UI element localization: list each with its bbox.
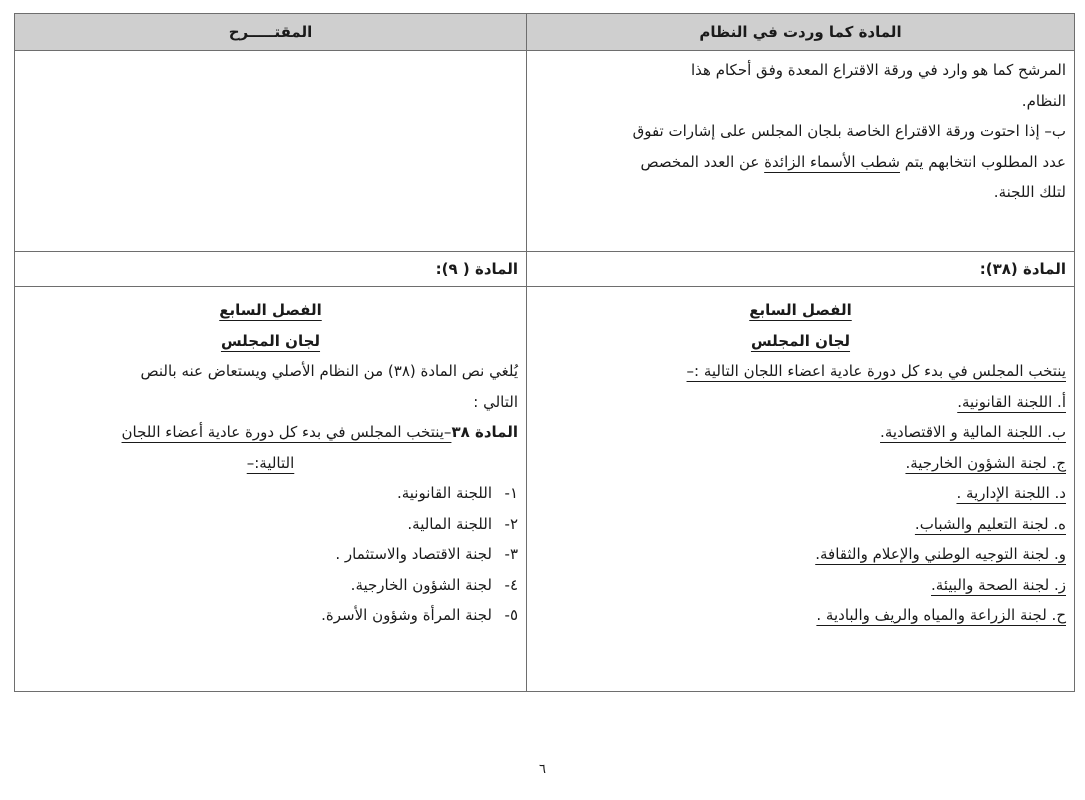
committee-name: ز. لجنة الصحة والبيئة.: [931, 575, 1066, 594]
new-article-line: [23, 448, 518, 479]
committee-item: [535, 509, 1066, 540]
committee-name: اللجنة المالية.: [407, 514, 492, 533]
new-article-text: التالية:–: [246, 453, 295, 472]
table-row: [15, 51, 1075, 252]
committee-item: [535, 539, 1066, 570]
committee-name: ج. لجنة الشؤون الخارجية.: [905, 453, 1066, 472]
committee-item: [535, 570, 1066, 601]
committee-item: [23, 478, 518, 509]
item-number: ٤-: [504, 575, 518, 594]
text-line: المرشح كما هو وارد في ورقة الاقتراع المعدة وفق أحكام هذا: [690, 61, 1066, 79]
committee-name: د. اللجنة الإدارية .: [956, 484, 1066, 502]
text-line: لتلك اللجنة.: [993, 183, 1066, 201]
chapter-title: لجان المجلس: [220, 331, 321, 350]
original-cell-continuation: [527, 51, 1075, 252]
committee-item: [23, 570, 518, 601]
intro-line: [535, 356, 1066, 387]
committee-name: ب. اللجنة المالية و الاقتصادية.: [880, 423, 1066, 441]
item-number: ٢-: [504, 514, 518, 533]
proposed-cell-empty: [15, 51, 527, 252]
page-number: ٦: [539, 762, 546, 777]
repeal-text: التالي :: [473, 392, 518, 411]
committee-item: [535, 417, 1066, 448]
committee-name: ه. لجنة التعليم والشباب.: [914, 514, 1066, 533]
chapter-heading: الفصل السابع: [749, 301, 852, 319]
text-line: النظام.: [1021, 91, 1066, 110]
committee-name: لجنة الشؤون الخارجية.: [350, 575, 492, 594]
header-row: [15, 14, 1075, 51]
original-article-body: [527, 287, 1075, 692]
new-article-line: [23, 417, 518, 448]
proposed-article-body: [15, 287, 527, 692]
text-line: ب– إذا احتوت ورقة الاقتراع الخاصة بلجان المجلس على إشارات تفوق: [632, 122, 1066, 140]
header-proposed: المقتـــــرح: [15, 14, 527, 51]
repeal-text: يُلغي نص المادة (٣٨) من النظام الأصلي ويستعاض عنه بالنص: [140, 362, 518, 380]
committee-item: [23, 539, 518, 570]
committee-item: [535, 478, 1066, 509]
committee-name: و. لجنة التوجيه الوطني والإعلام والثقافة.: [815, 545, 1066, 563]
committee-name: اللجنة القانونية.: [396, 484, 492, 502]
text-segment: عن العدد المخصص: [640, 152, 765, 171]
underlined-phrase: شطب الأسماء الزائدة: [764, 152, 900, 171]
committee-item: [535, 600, 1066, 631]
comparison-table: [14, 13, 1075, 692]
committee-name: لجنة الاقتصاد والاستثمار .: [335, 545, 492, 563]
new-article-label: المادة ٣٨: [451, 423, 518, 441]
proposed-article-number: المادة ( ٩):: [15, 252, 527, 287]
item-number: ١-: [504, 484, 518, 502]
committee-name: ح. لجنة الزراعة والمياه والريف والبادية .: [816, 606, 1066, 624]
committee-name: أ. اللجنة القانونية.: [957, 392, 1066, 411]
committee-name: لجنة المرأة وشؤون الأسرة.: [321, 606, 492, 624]
table-row: [15, 252, 1075, 287]
committee-item: [535, 387, 1066, 418]
text-segment: عدد المطلوب انتخابهم يتم: [899, 152, 1066, 171]
new-article-text: –ينتخب المجلس في بدء كل دورة عادية أعضاء اللجان: [121, 423, 452, 441]
committee-item: [23, 600, 518, 631]
header-original-article: المادة كما وردت في النظام: [527, 14, 1075, 51]
item-number: ٣-: [504, 545, 518, 563]
committee-item: [23, 509, 518, 540]
table-row: [15, 287, 1075, 692]
chapter-heading: الفصل السابع: [219, 301, 322, 319]
text-line: [535, 147, 1066, 178]
intro-text: ينتخب المجلس في بدء كل دورة عادية اعضاء اللجان التالية :–: [686, 362, 1066, 380]
item-number: ٥-: [504, 606, 518, 624]
chapter-title: لجان المجلس: [750, 331, 851, 350]
original-article-number: المادة (٣٨):: [527, 252, 1075, 287]
committee-item: [535, 448, 1066, 479]
